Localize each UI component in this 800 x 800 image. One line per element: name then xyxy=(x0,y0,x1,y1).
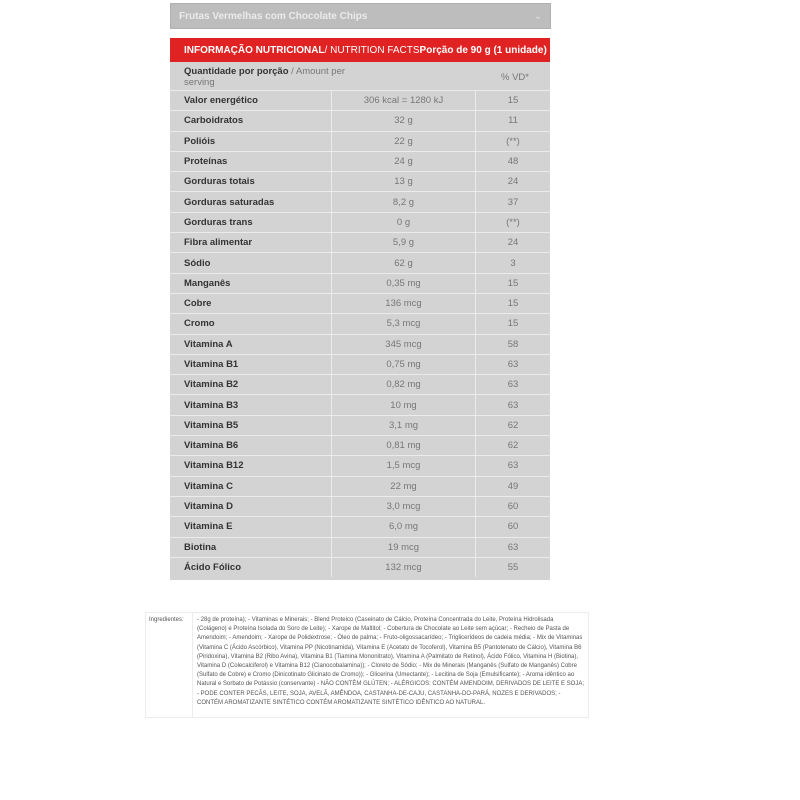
nutrient-amount: 0,82 mg xyxy=(331,375,476,394)
nutrient-amount: 3,0 mcg xyxy=(331,497,476,516)
nutrient-vd: 24 xyxy=(507,237,519,249)
nutrition-facts-table xyxy=(170,38,550,580)
nutrient-vd: (**) xyxy=(506,135,520,147)
nutrient-rows xyxy=(170,90,550,577)
nutrition-header xyxy=(170,38,550,62)
nutrient-name: Vitamina B3 xyxy=(184,399,239,411)
nutrient-row xyxy=(170,131,550,151)
nutrient-amount: 32 g xyxy=(331,111,476,130)
ingredients-text: - 28g de proteína); - Vitaminas e Minerais; - Blend Proteico (Caseinato de Cálcio, Proteína Concentrada do Leite, Proteína Hidrolisada (Colágeno) e Proteína Isolada do Soro de Leite); - Xarope de Maltitol; - Cobertura de Chocolate ao Leite sem açúcar; - Recheio de Pasta de Amendoim; - Amendoim; - Xarope de Polidextrose; - Óleo de palma; - Fruto-oligossacarídeo; - Triglicerídeos de cadeia média; - Mix de Vitaminas (Vitamina C (Ácido Ascórbico), Vitamina PP (Nicotinamida), Vitamina E (Acetato de Tocoferol), Vitamina B5 (Pantotenato de Cálcio), Vitamina B6 (Piridoxina), Vitamina B2 (Ribo Avina), Vitamina B1 (Tiamina Mononitrato), Vitamina A (Palmitato de Retinol), Ácido Fólico, Vitamina H (Biotina), Vitamina D (Colecalciferol) e Vitamina B12 (Cianocobalamina)); - Cloreto de Sódio; - Mix de Minerais (Manganês (Sulfato de Manganês) Cobre (Sulfato de Cobre) e Cromo (Dinicotinato Glicinato de Cromo)); - Glicerina (Umectante); - Lecitina de Soja (Emulsificante); - Aroma idêntico ao Natural e Sorbato de Potássio (conservante) - NÃO CONTÉM GLÚTEN; - ALÉRGICOS: CONTÉM AMENDOIM, DERIVADOS DE LEITE E SOJA; - PODE CONTER PECÃS, LEITE, SOJA, AVELÃ, AMÊNDOA, CASTANHA-DE-CAJU, CASTANHA-DO-PARÁ, NOZES E DERIVADOS; - CONTÉM AROMATIZANTE SINTÉTICO CONTÉM AROMATIZANTE SINTÉTICO IDÊNTICO AO NATURAL. xyxy=(197,617,584,706)
nutrient-row xyxy=(170,273,550,293)
nutrient-vd: 37 xyxy=(507,196,519,208)
nutrient-row xyxy=(170,415,550,435)
nutrient-vd: 58 xyxy=(507,338,519,350)
nutrient-vd: 15 xyxy=(507,298,519,310)
nutrient-name: Biotina xyxy=(184,541,217,553)
nutrient-name: Gorduras trans xyxy=(184,216,253,228)
ingredients-label: Ingredientes: xyxy=(146,613,193,717)
nutrient-name: Cobre xyxy=(184,298,212,310)
nutrient-name: Polióis xyxy=(184,135,216,147)
nutrient-vd: 62 xyxy=(507,419,519,431)
nutrient-row xyxy=(170,394,550,414)
nutrient-vd: 49 xyxy=(507,480,519,492)
nutrient-amount: 8,2 g xyxy=(331,192,476,211)
nutrient-name: Vitamina B6 xyxy=(184,440,239,452)
nutrient-amount: 132 mcg xyxy=(331,558,476,577)
nutrient-vd: 15 xyxy=(507,277,519,289)
nutrition-header-portion: Porção de 90 g (1 unidade) xyxy=(419,44,547,56)
nutrition-header-title: INFORMAÇÃO NUTRICIONAL xyxy=(184,44,325,56)
serving-row xyxy=(170,66,550,88)
nutrient-vd: 15 xyxy=(507,318,519,330)
nutrient-amount: 22 mg xyxy=(331,477,476,496)
nutrient-amount: 0,35 mg xyxy=(331,274,476,293)
nutrient-name: Gorduras saturadas xyxy=(184,196,275,208)
nutrient-amount: 13 g xyxy=(331,172,476,191)
vd-header: % VD* xyxy=(501,71,529,83)
nutrient-row xyxy=(170,151,550,171)
nutrient-vd: 63 xyxy=(507,399,519,411)
nutrient-row xyxy=(170,293,550,313)
nutrient-row xyxy=(170,516,550,536)
nutrient-amount: 0,75 mg xyxy=(331,355,476,374)
nutrient-row xyxy=(170,232,550,252)
nutrient-amount: 5,9 g xyxy=(331,233,476,252)
nutrient-vd: 15 xyxy=(507,95,519,107)
nutrient-vd: 3 xyxy=(510,257,516,269)
nutrition-header-sub: / NUTRITION FACTS xyxy=(324,44,420,56)
nutrient-name: Cromo xyxy=(184,318,215,330)
nutrient-row xyxy=(170,252,550,272)
nutrient-name: Carboidratos xyxy=(184,115,244,127)
nutrient-row xyxy=(170,191,550,211)
nutrient-amount: 345 mcg xyxy=(331,335,476,354)
nutrient-name: Vitamina B2 xyxy=(184,379,239,391)
nutrient-row xyxy=(170,334,550,354)
nutrient-vd: 48 xyxy=(507,156,519,168)
nutrient-row xyxy=(170,313,550,333)
nutrient-name: Fibra alimentar xyxy=(184,237,253,249)
chevron-down-icon[interactable]: ⌄ xyxy=(533,10,542,22)
nutrient-vd: (**) xyxy=(506,216,520,228)
nutrient-row xyxy=(170,476,550,496)
nutrient-amount: 24 g xyxy=(331,152,476,171)
nutrient-amount: 10 mg xyxy=(331,395,476,414)
nutrient-amount: 136 mcg xyxy=(331,294,476,313)
serving-sub-label: / Amount per serving xyxy=(184,66,346,88)
nutrient-name: Sódio xyxy=(184,257,211,269)
nutrient-row xyxy=(170,110,550,130)
nutrient-name: Vitamina E xyxy=(184,521,233,533)
nutrient-row xyxy=(170,496,550,516)
nutrient-vd: 63 xyxy=(507,460,519,472)
nutrient-name: Gorduras totais xyxy=(184,176,255,188)
nutrient-amount: 62 g xyxy=(331,253,476,272)
nutrient-amount: 1,5 mcg xyxy=(331,456,476,475)
nutrient-vd: 24 xyxy=(507,176,519,188)
nutrient-name: Valor energético xyxy=(184,95,258,107)
nutrient-name: Vitamina D xyxy=(184,501,233,513)
nutrient-amount: 306 kcal = 1280 kJ xyxy=(331,91,476,110)
nutrient-vd: 63 xyxy=(507,541,519,553)
nutrient-vd: 62 xyxy=(507,440,519,452)
nutrient-amount: 5,3 mcg xyxy=(331,314,476,333)
nutrient-name: Manganês xyxy=(184,277,231,289)
nutrient-row xyxy=(170,90,550,110)
serving-label: Quantidade por porção xyxy=(184,66,289,77)
nutrient-amount: 6,0 mg xyxy=(331,517,476,536)
nutrient-row xyxy=(170,537,550,557)
flavor-select-value: Frutas Vermelhas com Chocolate Chips xyxy=(179,10,368,22)
nutrient-row xyxy=(170,354,550,374)
nutrient-vd: 55 xyxy=(507,561,519,573)
nutrient-vd: 60 xyxy=(507,521,519,533)
nutrient-amount: 0 g xyxy=(331,213,476,232)
nutrient-row xyxy=(170,435,550,455)
nutrient-row xyxy=(170,557,550,577)
nutrient-name: Proteínas xyxy=(184,156,228,168)
nutrient-amount: 19 mcg xyxy=(331,538,476,557)
nutrient-name: Ácido Fólico xyxy=(184,561,241,573)
nutrient-row xyxy=(170,212,550,232)
flavor-select[interactable] xyxy=(170,3,551,29)
nutrient-amount: 0,81 mg xyxy=(331,436,476,455)
nutrient-row xyxy=(170,374,550,394)
nutrient-row xyxy=(170,171,550,191)
nutrient-row xyxy=(170,455,550,475)
nutrient-vd: 63 xyxy=(507,379,519,391)
nutrient-name: Vitamina A xyxy=(184,338,233,350)
nutrient-vd: 63 xyxy=(507,359,519,370)
ingredients-box xyxy=(145,612,589,718)
nutrient-name: Vitamina C xyxy=(184,480,233,492)
nutrient-amount: 3,1 mg xyxy=(331,416,476,435)
nutrient-name: Vitamina B1 xyxy=(184,359,239,370)
nutrient-name: Vitamina B12 xyxy=(184,460,244,472)
nutrient-amount: 22 g xyxy=(331,132,476,151)
nutrient-vd: 60 xyxy=(507,501,519,513)
nutrient-vd: 11 xyxy=(508,115,518,127)
nutrient-name: Vitamina B5 xyxy=(184,419,239,431)
